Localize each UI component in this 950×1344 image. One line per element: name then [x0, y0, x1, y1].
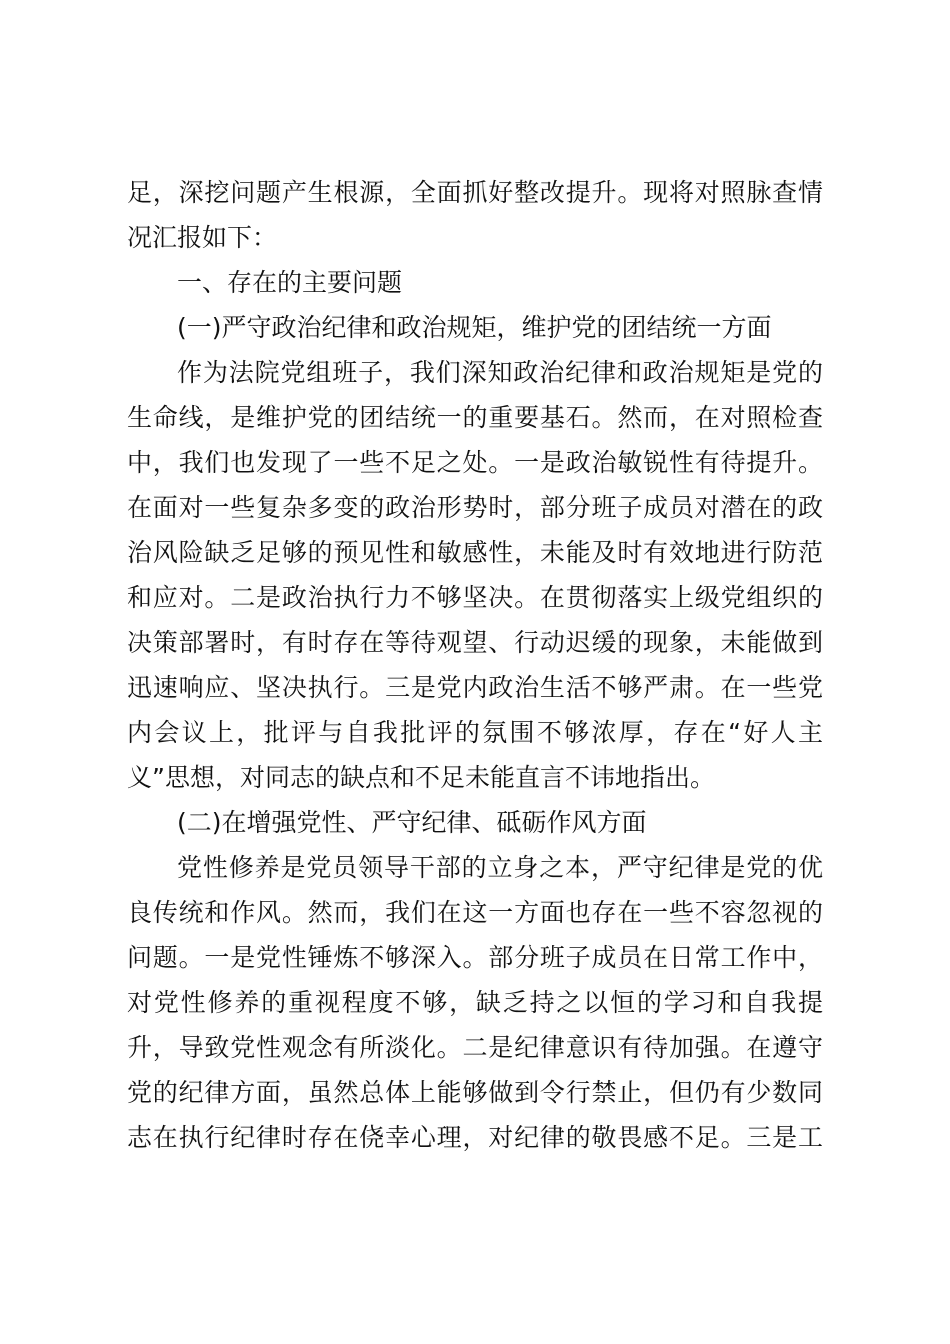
- text-line: 义”思想，对同志的缺点和不足未能直言不讳地指出。: [127, 763, 715, 792]
- text-line: 在面对一些复杂多变的政治形势时，部分班子成员对潜在的政: [127, 493, 823, 522]
- subsection-heading: (一)严守政治纪律和政治规矩，维护党的团结统一方面: [177, 313, 772, 342]
- text-line: 内会议上，批评与自我批评的氛围不够浓厚，存在“好人主: [127, 718, 823, 747]
- text-line: 况汇报如下：: [127, 223, 278, 252]
- text-line: 志在执行纪律时存在侥幸心理，对纪律的敬畏感不足。三是工: [127, 1123, 823, 1152]
- text-line: 决策部署时，有时存在等待观望、行动迟缓的现象，未能做到: [127, 628, 823, 657]
- text-line: 对党性修养的重视程度不够，缺乏持之以恒的学习和自我提: [127, 988, 823, 1017]
- text-line: 治风险缺乏足够的预见性和敏感性，未能及时有效地进行防范: [127, 538, 823, 567]
- text-line: 和应对。二是政治执行力不够坚决。在贯彻落实上级党组织的: [127, 583, 823, 612]
- text-line: 中，我们也发现了一些不足之处。一是政治敏锐性有待提升。: [127, 448, 823, 477]
- text-line: 足，深挖问题产生根源，全面抓好整改提升。现将对照脉查情: [127, 178, 823, 207]
- text-line: 生命线，是维护党的团结统一的重要基石。然而，在对照检查: [127, 403, 823, 432]
- text-line: 良传统和作风。然而，我们在这一方面也存在一些不容忽视的: [127, 898, 823, 927]
- text-line: 党性修养是党员领导干部的立身之本，严守纪律是党的优: [177, 853, 823, 882]
- document-body: [127, 170, 823, 1160]
- text-line: 党的纪律方面，虽然总体上能够做到令行禁止，但仍有少数同: [127, 1078, 823, 1107]
- subsection-heading: (二)在增强党性、严守纪律、砥砺作风方面: [177, 808, 647, 837]
- text-line: 迅速响应、坚决执行。三是党内政治生活不够严肃。在一些党: [127, 673, 823, 702]
- text-line: 升，导致党性观念有所淡化。二是纪律意识有待加强。在遵守: [127, 1033, 823, 1062]
- text-line: 作为法院党组班子，我们深知政治纪律和政治规矩是党的: [177, 358, 823, 387]
- section-heading: 一、存在的主要问题: [177, 268, 403, 297]
- text-line: 问题。一是党性锤炼不够深入。部分班子成员在日常工作中，: [127, 943, 823, 972]
